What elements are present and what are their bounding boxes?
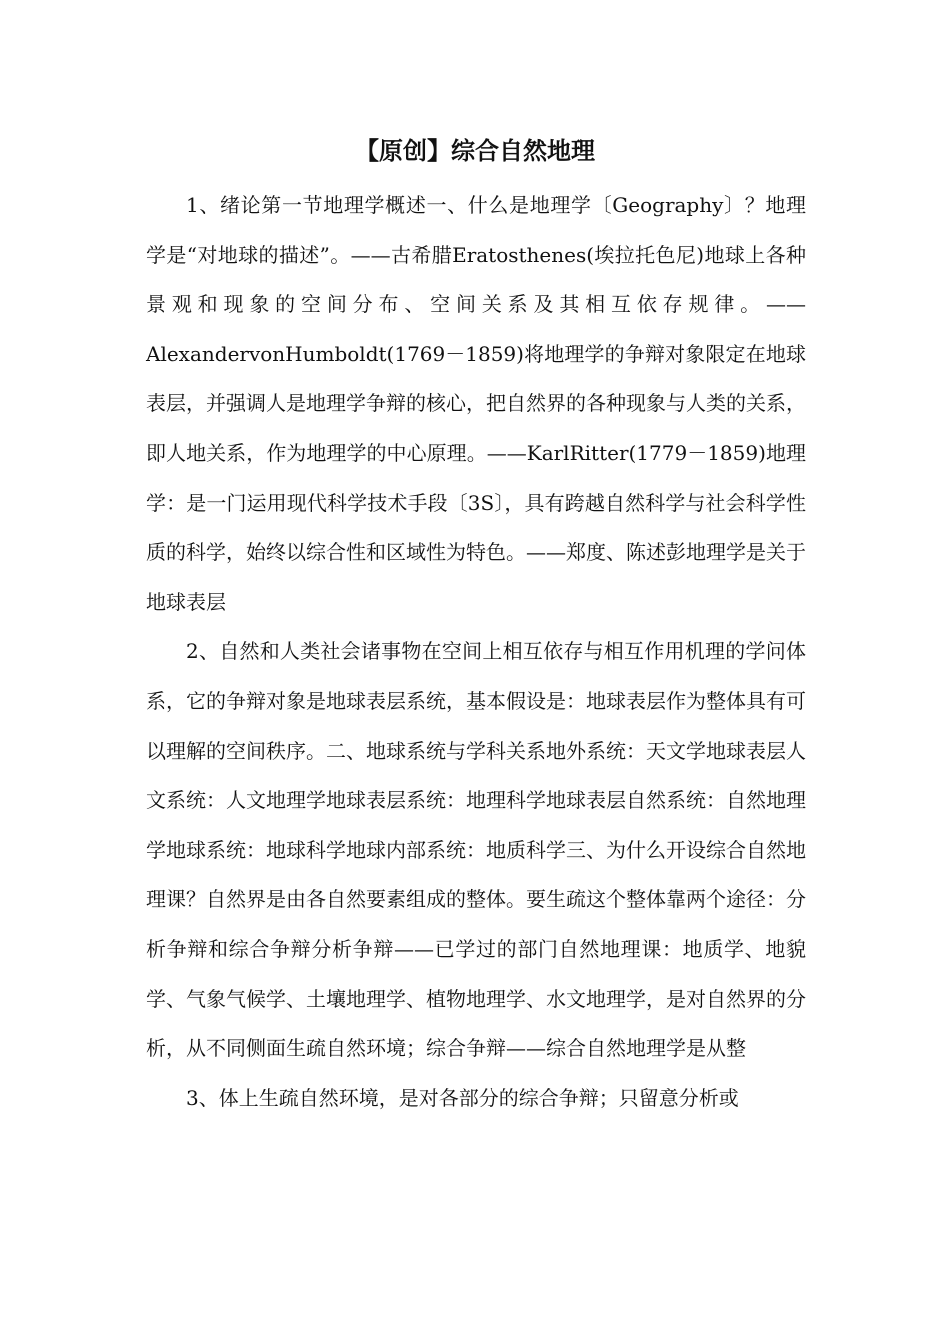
- paragraph-2: 2、自然和人类社会诸事物在空间上相互依存与相互作用机理的学问体系，它的争辩对象是地球表层系统，基本假设是：地球表层作为整体具有可以理解的空间秩序。二、地球系统与学科关系地外系统：天文学地球表层人文系统：人文地理学地球表层系统：地理科学地球表层自然系统：自然地理学地球系统：地球科学地球内部系统：地质科学三、为什么开设综合自然地理课？自然界是由各自然要素组成的整体。要生疏这个整体靠两个途径：分析争辩和综合争辩分析争辩——已学过的部门自然地理课：地质学、地貌学、气象气候学、土壤地理学、植物地理学、水文地理学，是对自然界的分析，从不同侧面生疏自然环境；综合争辩——综合自然地理学是从整: [146, 639, 806, 1061]
- paragraph-3: 3、体上生疏自然环境，是对各部分的综合争辩；只留意分析或: [186, 1085, 739, 1110]
- document-title: 【原创】综合自然地理: [355, 137, 595, 165]
- paragraph-1: 1、绪论第一节地理学概述一、什么是地理学〔Geography〕？地理学是“对地球的描述”。——古希腊Eratosthenes(埃拉托色尼)地球上各种景观和现象的空间分布、空间关系及其相互依存规律。——AlexandervonHumboldt(1769－1859)将地理学的争辩对象限定在地球表层，并强调人是地理学争辩的核心，把自然界的各种现象与人类的关系，即人地关系，作为地理学的中心原理。——KarlRitter(1779－1859)地理学：是一门运用现代科学技术手段〔3S〕，具有跨越自然科学与社会科学性质的科学，始终以综合性和区域性为特色。——郑度、陈述彭地理学是关于地球表层: [146, 193, 806, 614]
- document-body: [146, 181, 806, 1123]
